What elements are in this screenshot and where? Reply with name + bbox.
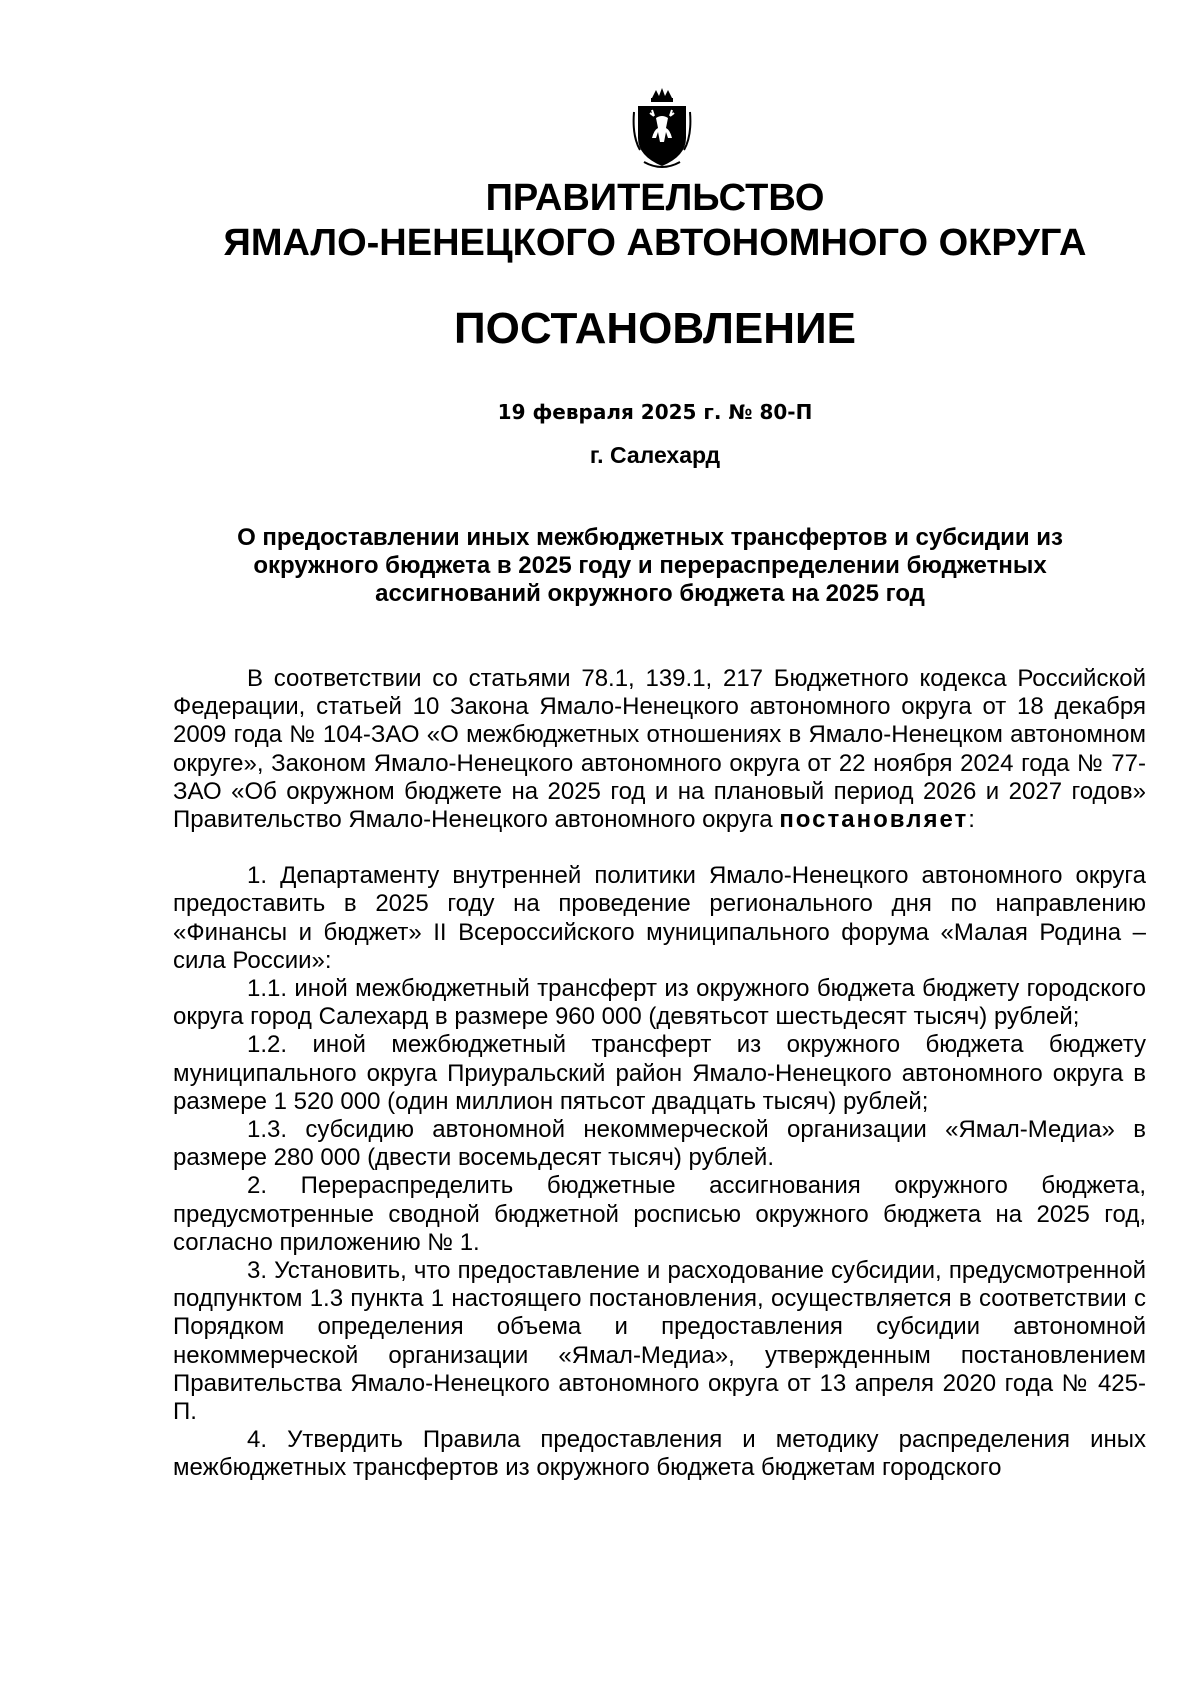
document-body bbox=[173, 665, 1146, 1483]
organization-name-line-1: ПРАВИТЕЛЬСТВО bbox=[485, 177, 825, 219]
title-line-1: О предоставлении иных межбюджетных трансфертов и субсидии из bbox=[237, 524, 1063, 551]
paragraph-1: 1. Департаменту внутренней политики Ямало-Ненецкого автономного округа предоставить в 2025 году на проведение регионального дня по направлению «Финансы и бюджет» II Всероссийского муниципального форума «Малая Родина – сила России»: bbox=[173, 862, 1146, 974]
document-date-number: 19 февраля 2025 г. № 80-П bbox=[497, 400, 813, 424]
paragraph-1-3: 1.3. субсидию автономной некоммерческой организации «Ямал-Медиа» в размере 280 000 (двести восемьдесят тысяч) рублей. bbox=[173, 1116, 1146, 1172]
paragraph-2: 2. Перераспределить бюджетные ассигнования окружного бюджета, предусмотренные сводной бюджетной росписью окружного бюджета на 2025 год, согласно приложению № 1. bbox=[173, 1172, 1146, 1256]
organization-name-line-2: ЯМАЛО-НЕНЕЦКОГО АВТОНОМНОГО ОКРУГА bbox=[223, 222, 1087, 264]
title-line-2: окружного бюджета в 2025 году и перераспределении бюджетных bbox=[253, 552, 1047, 579]
decree-colon: : bbox=[968, 806, 975, 834]
paragraph-1-1: 1.1. иной межбюджетный трансферт из окружного бюджета бюджету городского округа город Салехард в размере 960 000 (девятьсот шестьдесят тысяч) рублей; bbox=[173, 975, 1146, 1031]
document-title bbox=[190, 524, 1110, 608]
decree-word: постановляет bbox=[779, 806, 969, 834]
paragraph-3: 3. Установить, что предоставление и расходование субсидии, предусмотренной подпунктом 1.3 пункта 1 настоящего постановления, осуществляется в соответствии с Порядком определения объема и предоставления субсидии автономной некоммерческой организации «Ямал-Медиа», утвержденным постановлением Правительства Ямало-Ненецкого автономного округа от 13 апреля 2020 года № 425-П. bbox=[173, 1257, 1146, 1426]
preamble-text: В соответствии со статьями 78.1, 139.1, 217 Бюджетного кодекса Российской Федерации, статьей 10 Закона Ямало-Ненецкого автономного округа от 18 декабря 2009 года № 104-ЗАО «О межбюджетных отношениях в Ямало-Ненецком автономном округе», Законом Ямало-Ненецкого автономного округа от 22 ноября 2024 года № 77-ЗАО «Об окружном бюджете на 2025 год и на плановый период 2026 и 2027 годов» Правительство Ямало-Ненецкого автономного округа bbox=[173, 665, 1146, 834]
title-line-3: ассигнований окружного бюджета на 2025 год bbox=[375, 580, 925, 607]
yamal-coat-of-arms-icon bbox=[630, 86, 694, 170]
paragraph-4: 4. Утвердить Правила предоставления и методику распределения иных межбюджетных трансфертов из окружного бюджета бюджетам городского bbox=[173, 1426, 1146, 1482]
paragraph-1-2: 1.2. иной межбюджетный трансферт из окружного бюджета бюджету муниципального округа Приуральский район Ямало-Ненецкого автономного округа в размере 1 520 000 (один миллион пятьсот двадцать тысяч) рублей; bbox=[173, 1031, 1146, 1115]
document-city: г. Салехард bbox=[589, 442, 721, 468]
document-type: ПОСТАНОВЛЕНИЕ bbox=[453, 304, 857, 353]
preamble-paragraph bbox=[173, 665, 1146, 834]
